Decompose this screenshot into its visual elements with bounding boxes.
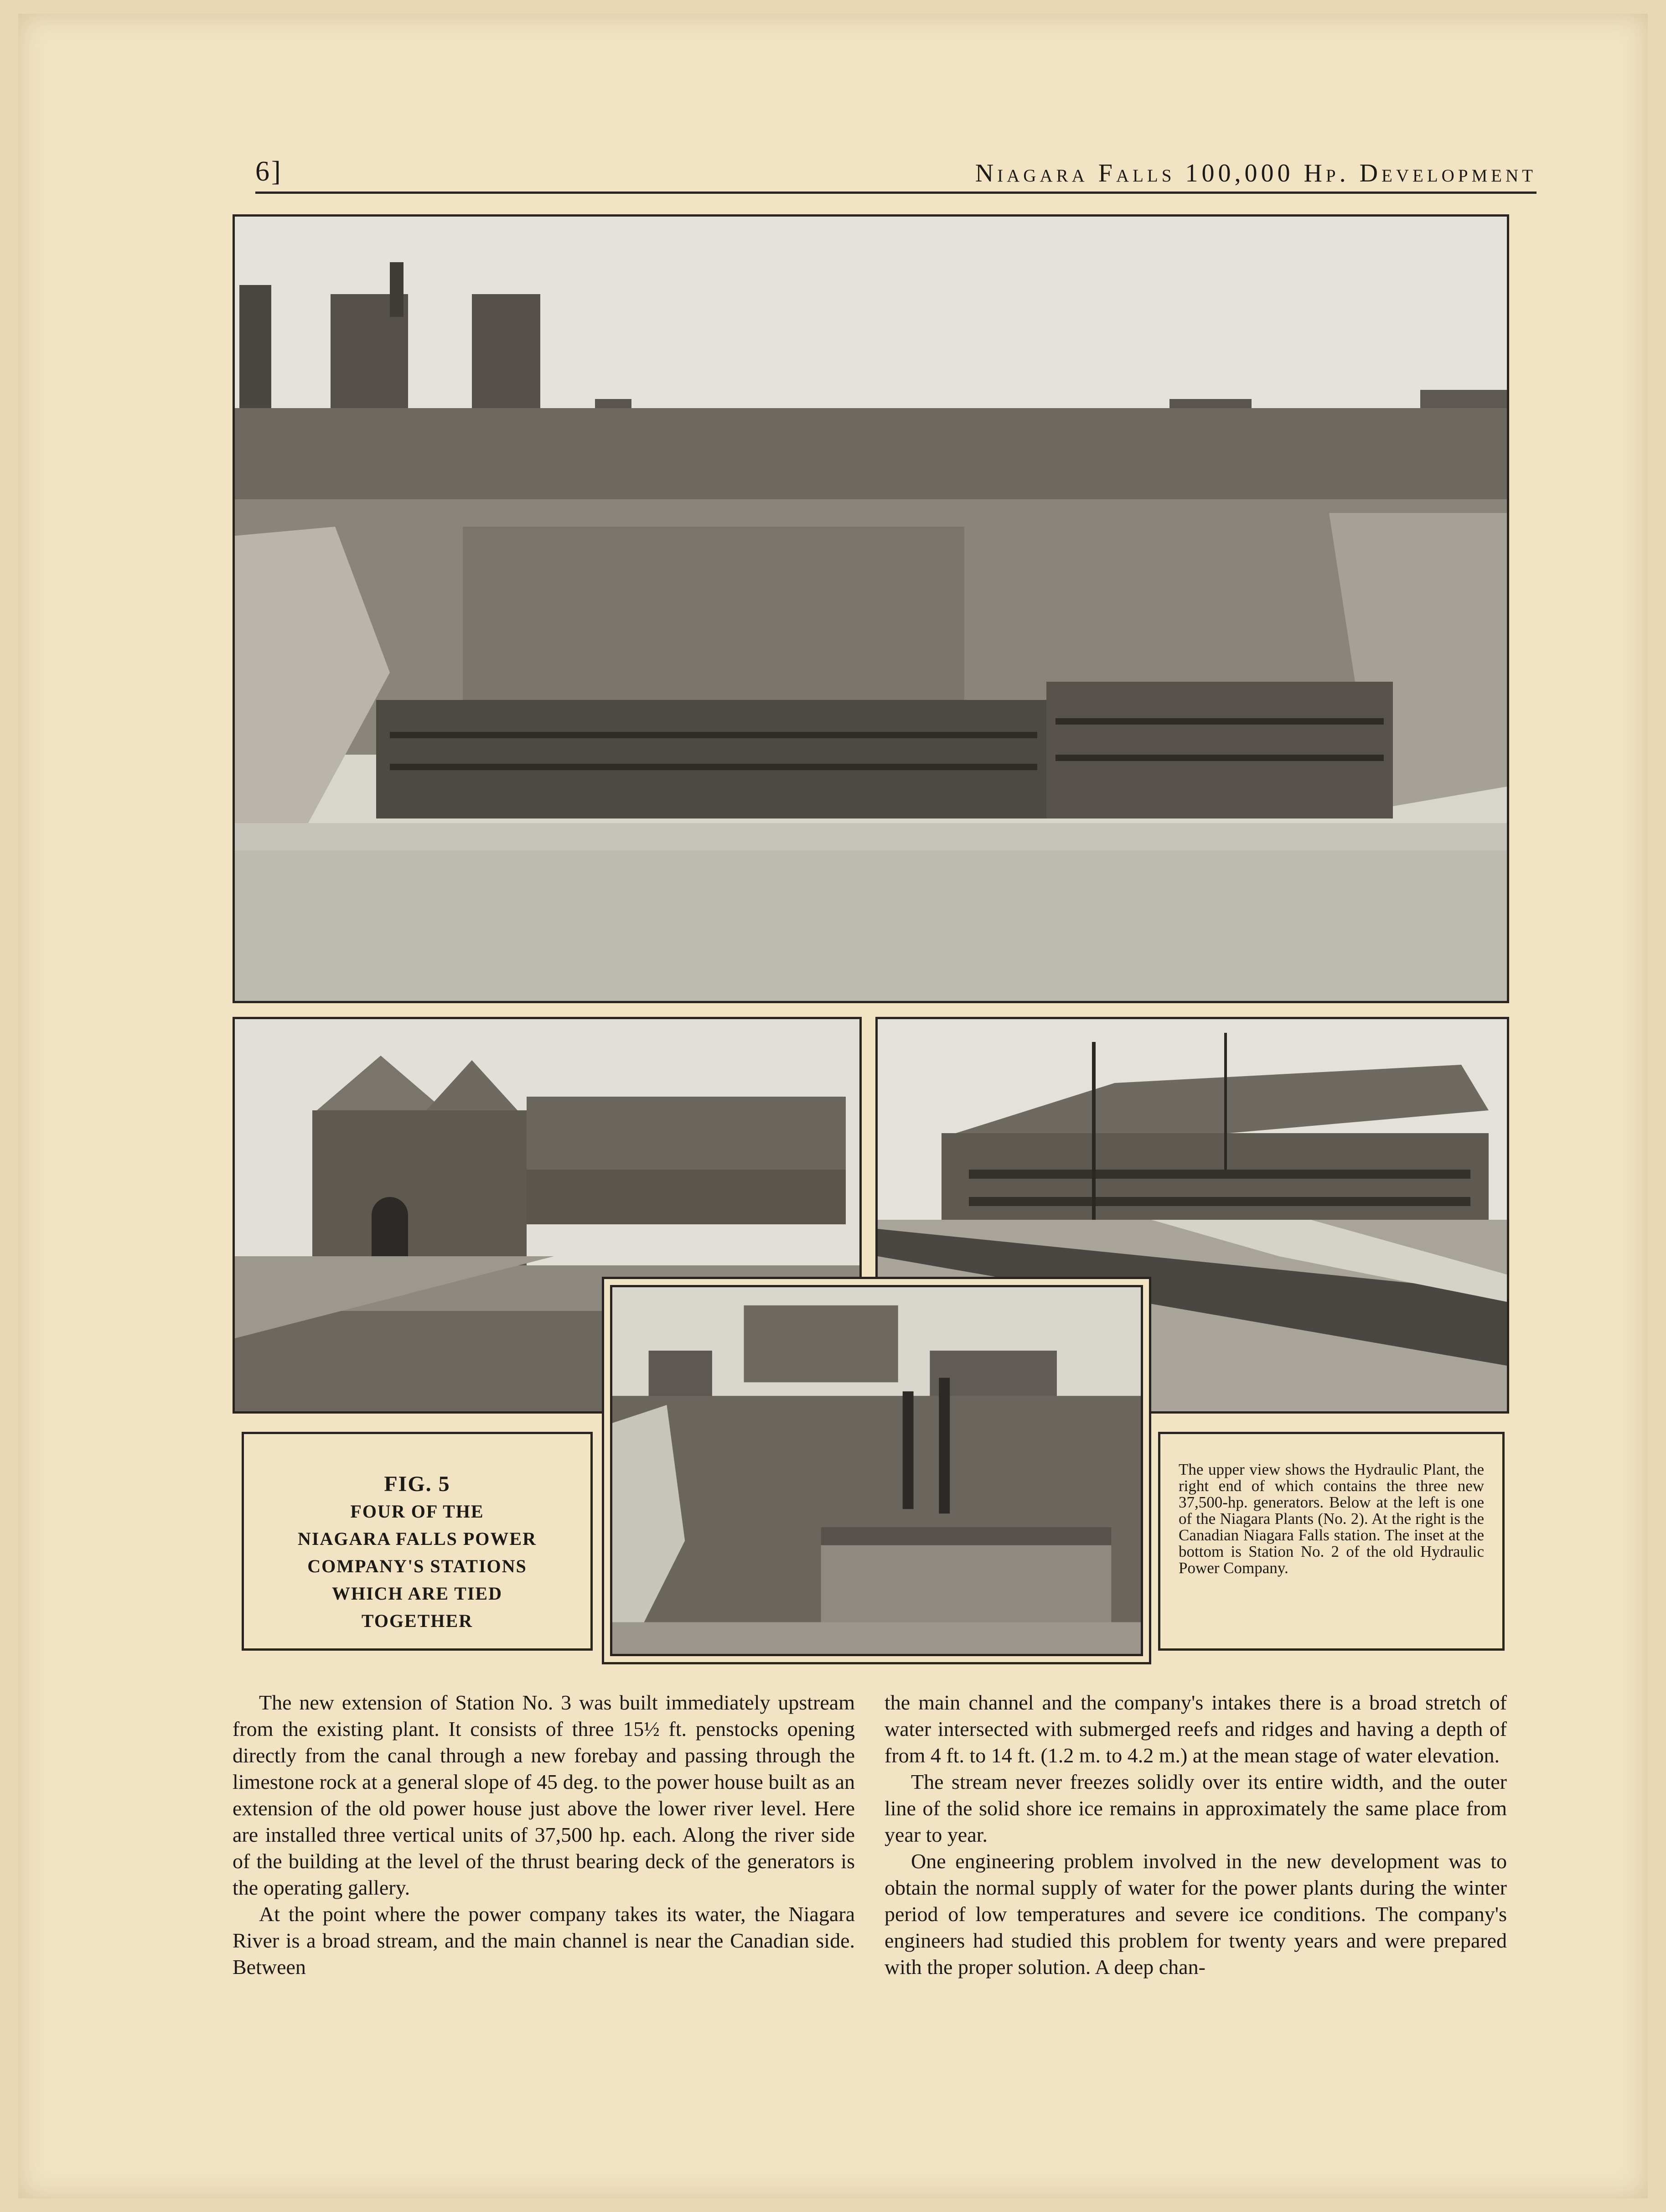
figure-number: FIG. 5 [384, 1472, 450, 1496]
body-paragraph: the main channel and the company's intakes there is a broad stretch of water intersected with submerged reefs and ridges and having a depth of from 4 ft. to 14 ft. (1.2 m. to 4.2 m.) at the mean stage of water elevation. [885, 1691, 1507, 1767]
figure-caption-line: NIAGARA FALLS POWER [298, 1528, 537, 1549]
body-right-column [885, 1689, 1507, 1980]
document-page [18, 14, 1648, 2198]
body-paragraph: The stream never freezes solidly over its entire width, and the outer line of the solid shore ice remains in approximately the same place from year to year. [885, 1770, 1507, 1846]
photo-hydraulic-station-no2-inset [602, 1277, 1151, 1664]
figure-note: The upper view shows the Hydraulic Plant, the right end of which contains the three new 37,500-hp. generators. Below at the left is one of the Niagara Plants (No. 2). At the right is the Canadian Niagara Falls station. The inset at the bottom is Station No. 2 of the old Hydraulic Power Company. [1179, 1461, 1484, 1577]
running-title: Niagara Falls 100,000 Hp. Development [975, 159, 1537, 187]
body-paragraph: The new extension of Station No. 3 was built immediately upstream from the existing plant. It consists of three 15½ ft. penstocks opening directly from the canal through a new forebay and passing through the limestone rock at a general slope of 45 deg. to the power house built as an extension of the old power house just above the lower river level. Here are installed three vertical units of 37,500 hp. each. Along the river side of the building at the level of the thrust bearing deck of the generators is the operating gallery. [233, 1691, 855, 1899]
figure-caption-line: TOGETHER [361, 1611, 473, 1631]
body-paragraph: One engineering problem involved in the new development was to obtain the normal supply of water for the power plants during the winter period of low temperatures and severe ice conditions. The company's engineers had studied this problem for twenty years and were prepared with the proper solution. A deep chan- [885, 1849, 1507, 1979]
figure-note-box [1158, 1432, 1505, 1651]
figure-caption-box [242, 1432, 593, 1651]
body-left-column [233, 1689, 855, 1980]
photo-hydraulic-plant [233, 214, 1509, 1003]
figure-caption-line: WHICH ARE TIED [331, 1583, 502, 1604]
figure-caption-line: FOUR OF THE [350, 1501, 484, 1522]
body-paragraph: At the point where the power company takes its water, the Niagara River is a broad stream, and the main channel is near the Canadian side. Between [233, 1902, 855, 1979]
page-number: 6] [255, 156, 283, 187]
figure-caption-line: COMPANY'S STATIONS [307, 1556, 527, 1576]
page-header [255, 155, 1537, 194]
